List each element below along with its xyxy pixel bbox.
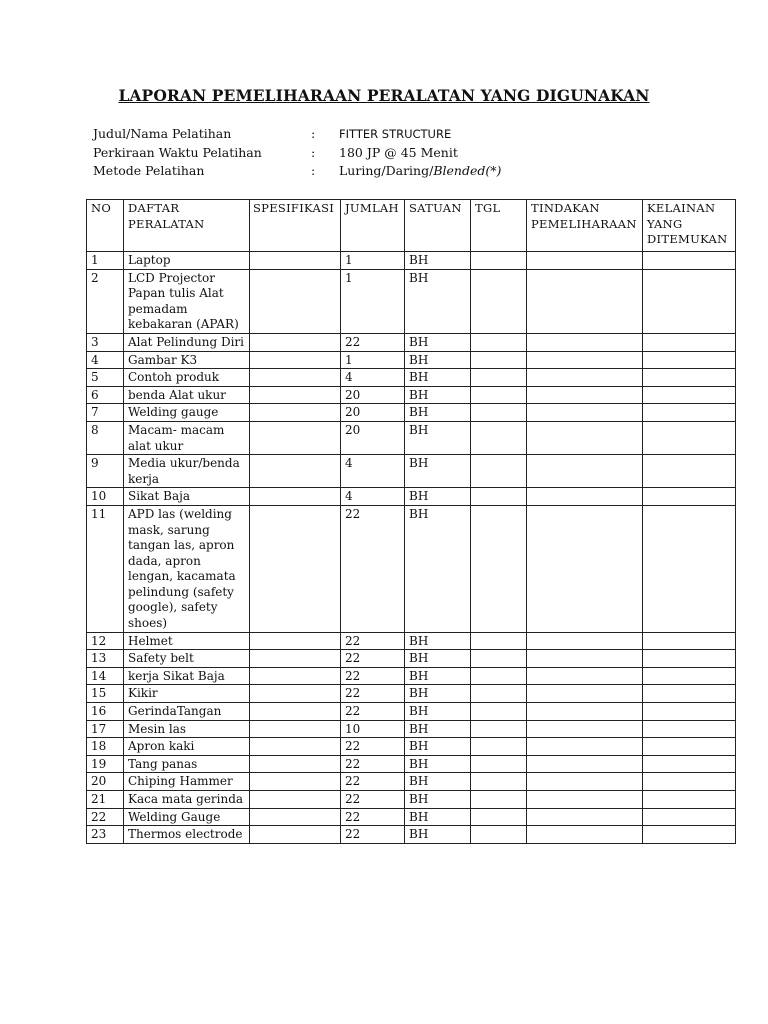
header-kelainan: KELAINAN YANG DITEMUKAN xyxy=(643,200,736,252)
table-row xyxy=(87,369,736,387)
cell-qty: 1 xyxy=(341,351,405,369)
cell-unit: BH xyxy=(405,791,471,809)
header-daftar-peralatan: DAFTAR PERALATAN xyxy=(124,200,250,252)
cell-item: Sikat Baja xyxy=(124,488,250,506)
cell-tgl xyxy=(471,369,527,387)
cell-qty: 4 xyxy=(341,369,405,387)
cell-unit: BH xyxy=(405,252,471,270)
cell-tgl xyxy=(471,333,527,351)
meta-colon: : xyxy=(311,163,316,178)
cell-item: Apron kaki xyxy=(124,738,250,756)
table-row xyxy=(87,703,736,721)
cell-spec xyxy=(250,650,341,668)
cell-item: Safety belt xyxy=(124,650,250,668)
cell-kelainan xyxy=(643,455,736,488)
cell-no: 4 xyxy=(87,351,124,369)
cell-tindakan xyxy=(527,369,643,387)
cell-qty: 20 xyxy=(341,421,405,454)
cell-no: 22 xyxy=(87,808,124,826)
cell-no: 17 xyxy=(87,720,124,738)
cell-tgl xyxy=(471,488,527,506)
cell-no: 6 xyxy=(87,386,124,404)
cell-kelainan xyxy=(643,720,736,738)
cell-qty: 22 xyxy=(341,755,405,773)
cell-tindakan xyxy=(527,720,643,738)
cell-tindakan xyxy=(527,667,643,685)
cell-tindakan xyxy=(527,505,643,632)
cell-tindakan xyxy=(527,738,643,756)
cell-spec xyxy=(250,791,341,809)
cell-no: 3 xyxy=(87,333,124,351)
cell-kelainan xyxy=(643,421,736,454)
table-row xyxy=(87,505,736,632)
table-row xyxy=(87,667,736,685)
cell-tindakan xyxy=(527,791,643,809)
cell-spec xyxy=(250,333,341,351)
cell-tindakan xyxy=(527,650,643,668)
cell-unit: BH xyxy=(405,269,471,333)
cell-no: 20 xyxy=(87,773,124,791)
table-row xyxy=(87,738,736,756)
header-satuan: SATUAN xyxy=(405,200,471,252)
table-row xyxy=(87,808,736,826)
cell-qty: 22 xyxy=(341,773,405,791)
table-row xyxy=(87,252,736,270)
cell-kelainan xyxy=(643,269,736,333)
cell-tgl xyxy=(471,755,527,773)
cell-item: Alat Pelindung Diri xyxy=(124,333,250,351)
cell-item: Gambar K3 xyxy=(124,351,250,369)
cell-item: GerindaTangan xyxy=(124,703,250,721)
cell-qty: 22 xyxy=(341,703,405,721)
cell-item: Macam- macam alat ukur xyxy=(124,421,250,454)
cell-kelainan xyxy=(643,667,736,685)
cell-item: Chiping Hammer xyxy=(124,773,250,791)
cell-spec xyxy=(250,808,341,826)
header-jumlah: JUMLAH xyxy=(341,200,405,252)
cell-qty: 22 xyxy=(341,826,405,844)
cell-kelainan xyxy=(643,386,736,404)
cell-unit: BH xyxy=(405,703,471,721)
cell-tgl xyxy=(471,703,527,721)
cell-spec xyxy=(250,826,341,844)
cell-spec xyxy=(250,738,341,756)
meta-value: FITTER STRUCTURE xyxy=(339,127,452,141)
cell-item: Contoh produk xyxy=(124,369,250,387)
cell-spec xyxy=(250,351,341,369)
cell-item: Welding gauge xyxy=(124,404,250,422)
cell-item: Mesin las xyxy=(124,720,250,738)
cell-qty: 22 xyxy=(341,333,405,351)
table-row xyxy=(87,826,736,844)
cell-no: 7 xyxy=(87,404,124,422)
cell-item: LCD Projector Papan tulis Alat pemadam kebakaran (APAR) xyxy=(124,269,250,333)
cell-item: Welding Gauge xyxy=(124,808,250,826)
cell-kelainan xyxy=(643,369,736,387)
cell-tgl xyxy=(471,351,527,369)
cell-kelainan xyxy=(643,333,736,351)
cell-unit: BH xyxy=(405,369,471,387)
cell-item: kerja Sikat Baja xyxy=(124,667,250,685)
header-no: NO xyxy=(87,200,124,252)
cell-kelainan xyxy=(643,773,736,791)
cell-tgl xyxy=(471,773,527,791)
cell-no: 21 xyxy=(87,791,124,809)
cell-qty: 4 xyxy=(341,488,405,506)
cell-kelainan xyxy=(643,826,736,844)
cell-spec xyxy=(250,773,341,791)
cell-qty: 1 xyxy=(341,252,405,270)
cell-unit: BH xyxy=(405,650,471,668)
cell-qty: 22 xyxy=(341,791,405,809)
cell-kelainan xyxy=(643,632,736,650)
cell-spec xyxy=(250,685,341,703)
cell-unit: BH xyxy=(405,351,471,369)
cell-spec xyxy=(250,755,341,773)
cell-unit: BH xyxy=(405,488,471,506)
table-row xyxy=(87,755,736,773)
cell-no: 12 xyxy=(87,632,124,650)
cell-no: 14 xyxy=(87,667,124,685)
cell-no: 13 xyxy=(87,650,124,668)
cell-no: 16 xyxy=(87,703,124,721)
cell-tindakan xyxy=(527,404,643,422)
cell-unit: BH xyxy=(405,667,471,685)
cell-item: Thermos electrode xyxy=(124,826,250,844)
cell-unit: BH xyxy=(405,404,471,422)
cell-no: 5 xyxy=(87,369,124,387)
cell-tgl xyxy=(471,808,527,826)
table-row xyxy=(87,421,736,454)
header-spesifikasi: SPESIFIKASI xyxy=(250,200,341,252)
cell-kelainan xyxy=(643,650,736,668)
cell-unit: BH xyxy=(405,455,471,488)
cell-tindakan xyxy=(527,703,643,721)
meta-value-italic: Blended(*) xyxy=(433,163,502,178)
meta-label: Perkiraan Waktu Pelatihan xyxy=(93,144,262,160)
cell-spec xyxy=(250,269,341,333)
cell-tindakan xyxy=(527,488,643,506)
cell-spec xyxy=(250,404,341,422)
cell-kelainan xyxy=(643,404,736,422)
table-row xyxy=(87,404,736,422)
meta-value: Luring/Daring/ xyxy=(339,163,434,178)
cell-item: benda Alat ukur xyxy=(124,386,250,404)
cell-no: 19 xyxy=(87,755,124,773)
cell-qty: 10 xyxy=(341,720,405,738)
cell-kelainan xyxy=(643,738,736,756)
cell-spec xyxy=(250,488,341,506)
cell-kelainan xyxy=(643,808,736,826)
cell-no: 15 xyxy=(87,685,124,703)
cell-tindakan xyxy=(527,685,643,703)
cell-item: Laptop xyxy=(124,252,250,270)
cell-qty: 22 xyxy=(341,650,405,668)
table-row xyxy=(87,386,736,404)
cell-tgl xyxy=(471,738,527,756)
training-info xyxy=(93,125,501,181)
cell-qty: 1 xyxy=(341,269,405,333)
cell-tgl xyxy=(471,505,527,632)
table-body xyxy=(87,252,736,844)
cell-unit: BH xyxy=(405,738,471,756)
equipment-table xyxy=(86,199,736,844)
cell-kelainan xyxy=(643,351,736,369)
meta-colon: : xyxy=(311,126,316,141)
cell-qty: 4 xyxy=(341,455,405,488)
cell-kelainan xyxy=(643,252,736,270)
meta-value: 180 JP @ 45 Menit xyxy=(339,144,458,160)
cell-tgl xyxy=(471,826,527,844)
cell-tgl xyxy=(471,667,527,685)
cell-unit: BH xyxy=(405,386,471,404)
cell-qty: 22 xyxy=(341,685,405,703)
cell-unit: BH xyxy=(405,773,471,791)
table-row xyxy=(87,791,736,809)
cell-kelainan xyxy=(643,755,736,773)
table-row xyxy=(87,351,736,369)
meta-row-training-method xyxy=(93,162,501,181)
cell-unit: BH xyxy=(405,685,471,703)
header-tgl: TGL xyxy=(471,200,527,252)
cell-unit: BH xyxy=(405,505,471,632)
cell-unit: BH xyxy=(405,333,471,351)
cell-spec xyxy=(250,386,341,404)
cell-tgl xyxy=(471,650,527,668)
cell-tindakan xyxy=(527,755,643,773)
cell-tindakan xyxy=(527,455,643,488)
cell-tgl xyxy=(471,720,527,738)
cell-spec xyxy=(250,421,341,454)
cell-tgl xyxy=(471,791,527,809)
cell-qty: 20 xyxy=(341,386,405,404)
cell-qty: 20 xyxy=(341,404,405,422)
cell-spec xyxy=(250,252,341,270)
cell-kelainan xyxy=(643,685,736,703)
cell-qty: 22 xyxy=(341,505,405,632)
table-row xyxy=(87,720,736,738)
cell-no: 23 xyxy=(87,826,124,844)
cell-unit: BH xyxy=(405,826,471,844)
cell-spec xyxy=(250,632,341,650)
meta-label: Metode Pelatihan xyxy=(93,163,205,178)
cell-no: 10 xyxy=(87,488,124,506)
cell-qty: 22 xyxy=(341,632,405,650)
cell-no: 11 xyxy=(87,505,124,632)
cell-tgl xyxy=(471,404,527,422)
cell-unit: BH xyxy=(405,808,471,826)
cell-tindakan xyxy=(527,632,643,650)
cell-item: Tang panas xyxy=(124,755,250,773)
cell-tgl xyxy=(471,632,527,650)
cell-tindakan xyxy=(527,269,643,333)
cell-item: Helmet xyxy=(124,632,250,650)
cell-qty: 22 xyxy=(341,808,405,826)
cell-unit: BH xyxy=(405,755,471,773)
cell-kelainan xyxy=(643,488,736,506)
cell-kelainan xyxy=(643,703,736,721)
cell-tgl xyxy=(471,421,527,454)
cell-item: Kikir xyxy=(124,685,250,703)
cell-spec xyxy=(250,505,341,632)
table-row xyxy=(87,488,736,506)
cell-kelainan xyxy=(643,791,736,809)
table-row xyxy=(87,685,736,703)
cell-no: 1 xyxy=(87,252,124,270)
cell-qty: 22 xyxy=(341,738,405,756)
cell-item: Media ukur/benda kerja xyxy=(124,455,250,488)
cell-tindakan xyxy=(527,826,643,844)
meta-colon: : xyxy=(311,144,316,160)
cell-tgl xyxy=(471,252,527,270)
cell-tgl xyxy=(471,685,527,703)
meta-row-training-name xyxy=(93,125,501,144)
cell-tgl xyxy=(471,455,527,488)
cell-tindakan xyxy=(527,351,643,369)
cell-spec xyxy=(250,703,341,721)
cell-tindakan xyxy=(527,421,643,454)
table-row xyxy=(87,632,736,650)
cell-spec xyxy=(250,720,341,738)
page-title: LAPORAN PEMELIHARAAN PERALATAN YANG DIGUNAKAN xyxy=(118,86,650,105)
cell-spec xyxy=(250,667,341,685)
table-row xyxy=(87,455,736,488)
cell-tindakan xyxy=(527,773,643,791)
cell-no: 8 xyxy=(87,421,124,454)
cell-kelainan xyxy=(643,505,736,632)
cell-qty: 22 xyxy=(341,667,405,685)
cell-item: Kaca mata gerinda xyxy=(124,791,250,809)
table-row xyxy=(87,269,736,333)
cell-tgl xyxy=(471,269,527,333)
cell-no: 2 xyxy=(87,269,124,333)
cell-item: APD las (welding mask, sarung tangan las, apron dada, apron lengan, kacamata pelindung (safety google), safety shoes) xyxy=(124,505,250,632)
cell-tindakan xyxy=(527,333,643,351)
cell-no: 9 xyxy=(87,455,124,488)
table-row xyxy=(87,650,736,668)
cell-tindakan xyxy=(527,252,643,270)
meta-label: Judul/Nama Pelatihan xyxy=(93,126,232,141)
cell-unit: BH xyxy=(405,421,471,454)
header-tindakan-pemeliharaan: TINDAKAN PEMELIHARAAN xyxy=(527,200,643,252)
cell-unit: BH xyxy=(405,720,471,738)
cell-tgl xyxy=(471,386,527,404)
table-row xyxy=(87,333,736,351)
meta-row-training-duration xyxy=(93,144,501,163)
cell-unit: BH xyxy=(405,632,471,650)
cell-tindakan xyxy=(527,386,643,404)
table-header-row xyxy=(87,200,736,252)
cell-tindakan xyxy=(527,808,643,826)
cell-spec xyxy=(250,455,341,488)
cell-no: 18 xyxy=(87,738,124,756)
table-row xyxy=(87,773,736,791)
cell-spec xyxy=(250,369,341,387)
